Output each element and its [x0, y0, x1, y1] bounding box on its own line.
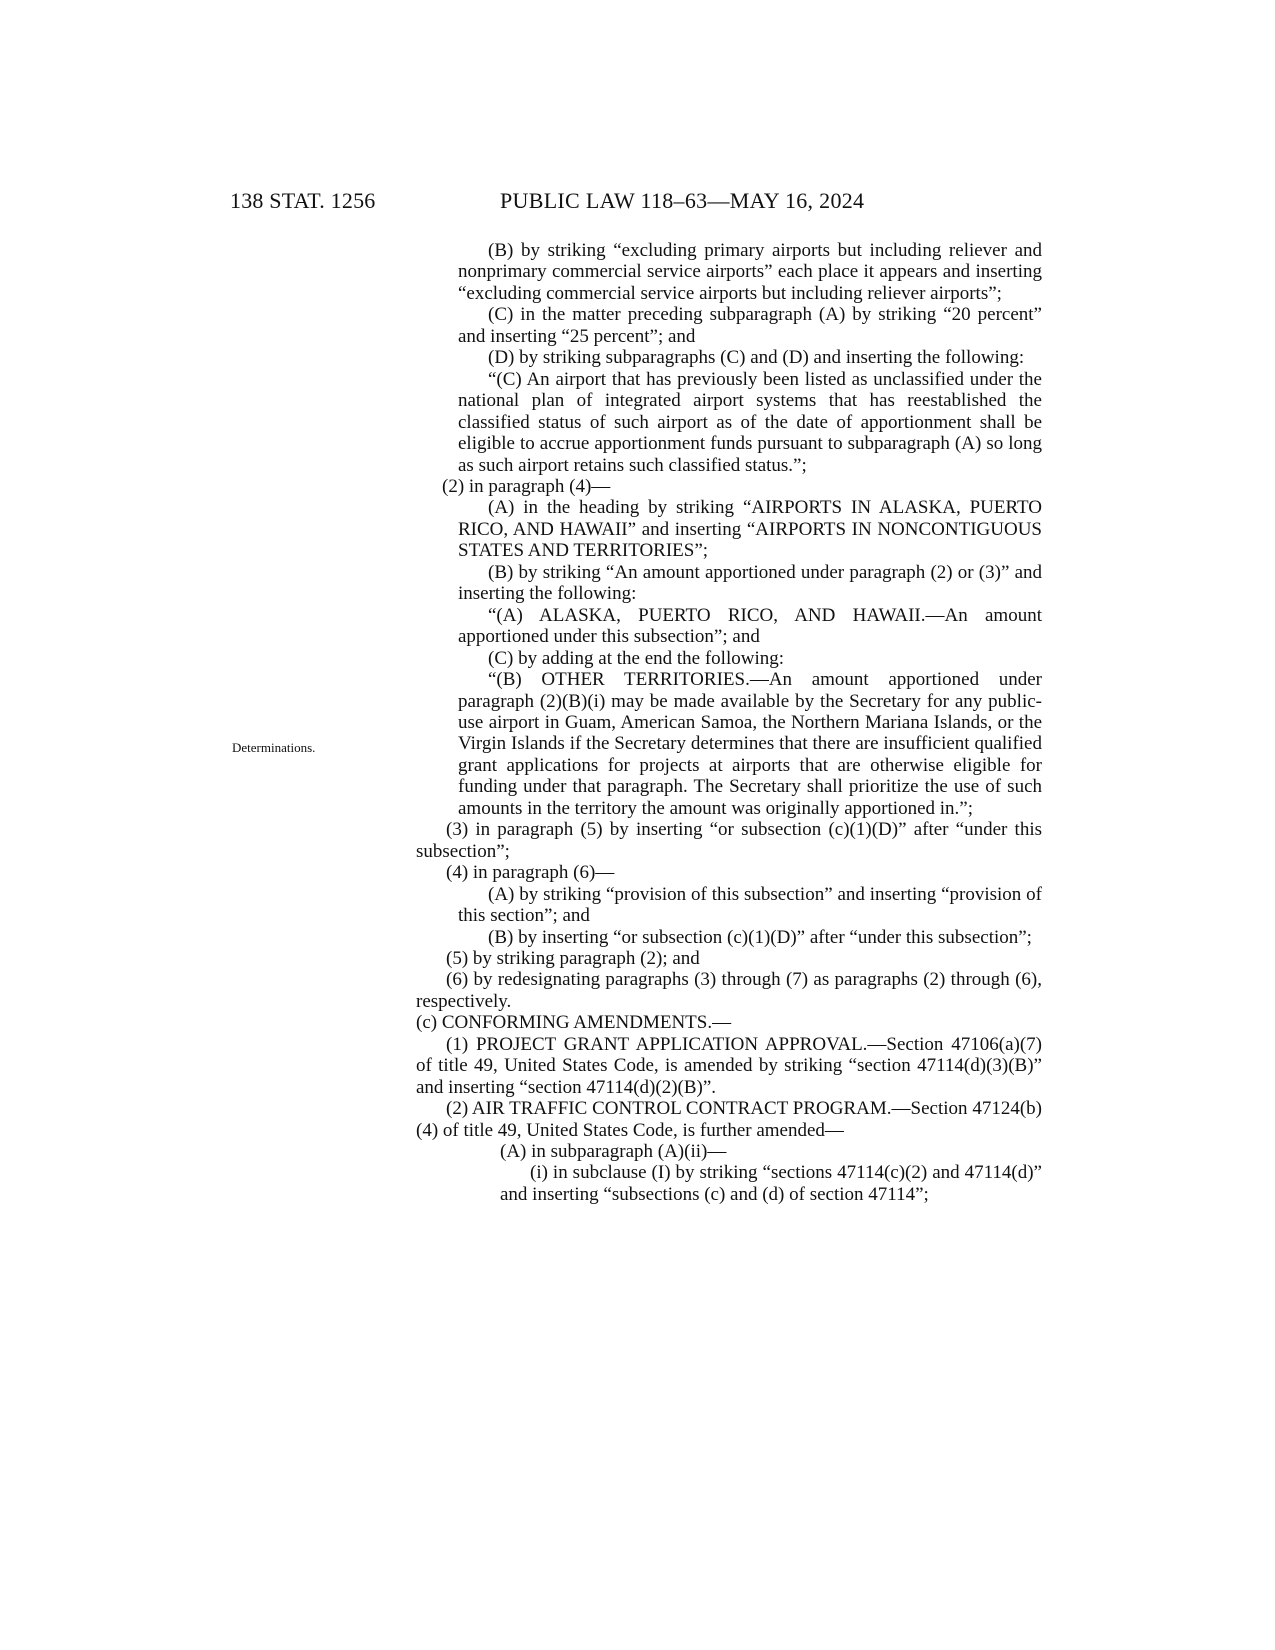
para-i-in-subclause: (i) in subclause (I) by striking “sections 47114(c)(2) and 47114(d)” and inserting “subsections (c) and (d) of section 47114”;: [500, 1162, 1042, 1205]
para-1-project-grant: (1) PROJECT GRANT APPLICATION APPROVAL.—Section 47106(a)(7) of title 49, United States Code, is amended by striking “section 47114(d)(3)(B)” and inserting “section 47114(d)(2)(B)”.: [416, 1033, 1042, 1098]
para-c-matter-preceding: (C) in the matter preceding subparagraph (A) by striking “20 percent” and inserting “25 percent”; and: [458, 304, 1042, 347]
para-c-adding-at-end: (C) by adding at the end the following:: [488, 647, 785, 669]
para-a-heading: [416, 497, 1042, 561]
para-b-amount-apportioned: (B) by striking “An amount apportioned under paragraph (2) or (3)” and inserting the following:: [458, 561, 1042, 605]
section-c-conforming-amendments: (c) CONFORMING AMENDMENTS.—: [416, 1012, 732, 1034]
para-a-heading-text: (A) in the heading by striking “AIRPORTS IN ALASKA, PUERTO RICO, AND HAWAII” and inserting “AIRPORTS IN NONCONTIGUOUS STATES AND TERRITORIES”;: [458, 497, 1042, 562]
para-b-inserting-subsection: (B) by inserting “or subsection (c)(1)(D)” after “under this subsection”;: [488, 926, 1032, 948]
para-3-in-paragraph-5: (3) in paragraph (5) by inserting “or subsection (c)(1)(D)” after “under this subsection”;: [416, 819, 1042, 862]
para-d-striking-subparagraphs: (D) by striking subparagraphs (C) and (D) and inserting the following:: [488, 347, 1025, 369]
para-a-in-subparagraph: (A) in subparagraph (A)(ii)—: [500, 1141, 727, 1163]
document-body: [416, 240, 1042, 1205]
margin-note-determinations: Determinations.: [232, 740, 316, 755]
para-quoted-b-other-territories: “(B) OTHER TERRITORIES.—An amount apportioned under paragraph (2)(B)(i) may be made available by the Secretary for any public-use airport in Guam, American Samoa, the Northern Mariana Islands, or the Virgin Islands if the Secretary determines that there are insufficient qualified grant applications for projects at airports that are otherwise eligible for funding under that paragraph. The Secretary shall prioritize the use of such amounts in the territory the amount was originally apportioned in.”;: [458, 669, 1042, 819]
para-quoted-c-airport: “(C) An airport that has previously been listed as unclassified under the national plan of integrated airport systems that has reestablished the classified status of such airport as of the date of apportionment shall be eligible to accrue apportionment funds pursuant to subparagraph (A) so long as such airport retains such classified status.”;: [458, 368, 1042, 476]
para-4-in-paragraph-6: (4) in paragraph (6)—: [446, 862, 615, 884]
para-a-provision-of-section: (A) by striking “provision of this subsection” and inserting “provision of this section”; and: [458, 883, 1042, 927]
para-5-striking-paragraph-2: (5) by striking paragraph (2); and: [446, 947, 700, 969]
para-2-air-traffic-control: (2) AIR TRAFFIC CONTROL CONTRACT PROGRAM.—Section 47124(b)(4) of title 49, United States Code, is further amended—: [416, 1098, 1042, 1141]
para-quoted-a-alaska: “(A) ALASKA, PUERTO RICO, AND HAWAII.—An amount apportioned under this subsection”; and: [458, 604, 1042, 648]
para-6-redesignating: (6) by redesignating paragraphs (3) through (7) as paragraphs (2) through (6), respectively.: [416, 969, 1042, 1012]
para-b-striking-excluding: (B) by striking “excluding primary airports but including reliever and nonprimary commercial service airports” each place it appears and inserting “excluding commercial service airports but including reliever airports”;: [458, 240, 1042, 304]
para-2-in-paragraph-4: (2) in paragraph (4)—: [442, 475, 611, 497]
page-header-law-title: PUBLIC LAW 118–63—MAY 16, 2024: [500, 188, 865, 213]
page-header-stat: 138 STAT. 1256: [230, 188, 376, 213]
